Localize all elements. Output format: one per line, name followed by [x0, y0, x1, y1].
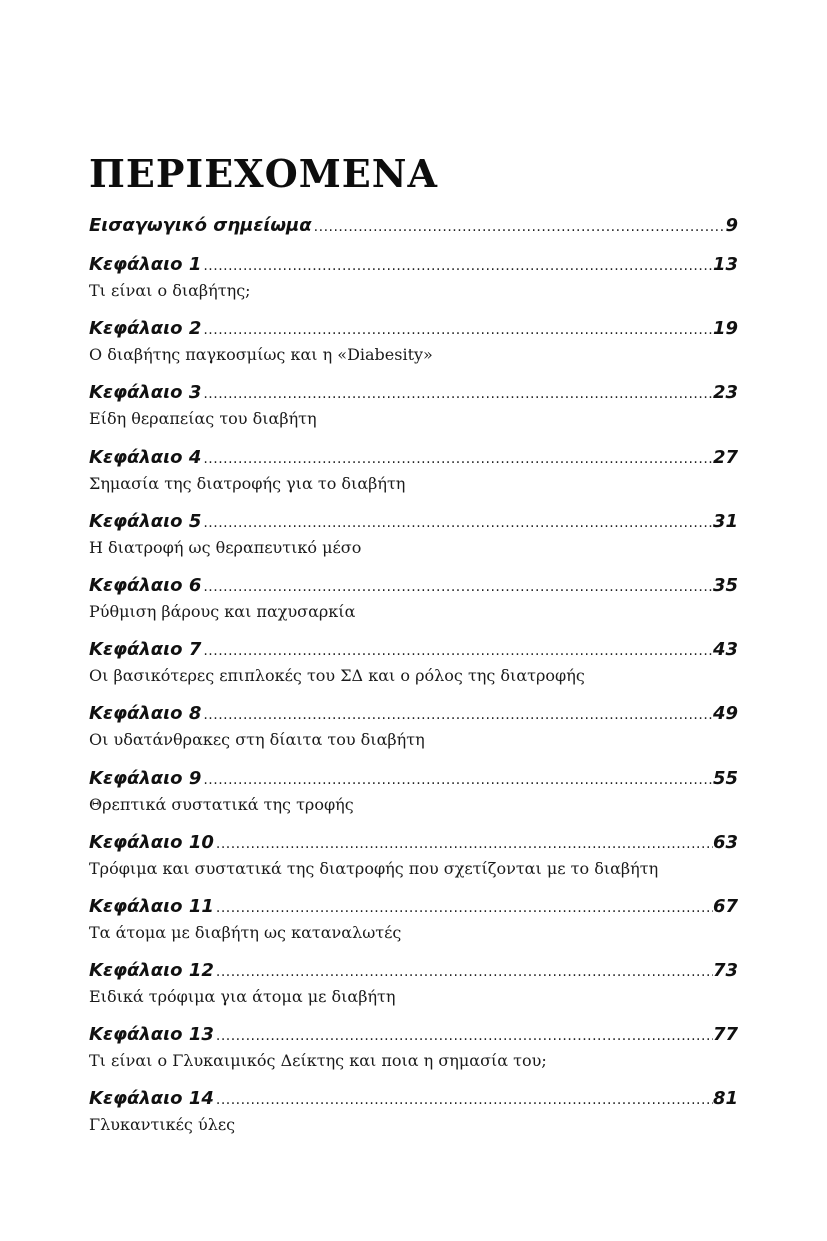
- chapter-subtitle: Οι βασικότερες επιπλοκές του ΣΔ και ο ρόλος της διατροφής: [89, 666, 585, 686]
- chapter-label: Κεφάλαιο 9: [89, 767, 202, 789]
- toc-line: [89, 702, 738, 727]
- toc-line: [89, 831, 738, 856]
- chapter-subtitle: Είδη θεραπείας του διαβήτη: [89, 409, 317, 429]
- toc-line: [89, 446, 738, 471]
- toc-entry-chapter-5[interactable]: [89, 510, 738, 574]
- toc-page-number: 13: [712, 254, 738, 275]
- toc-page-number: 73: [712, 960, 738, 982]
- toc-entry-chapter-10[interactable]: [89, 831, 738, 895]
- chapter-subtitle: Τι είναι ο διαβήτης;: [89, 281, 251, 300]
- dot-leader: [214, 896, 713, 920]
- toc-line: [89, 317, 738, 342]
- dot-leader: [201, 703, 713, 727]
- chapter-label: Κεφάλαιο 8: [89, 703, 202, 725]
- toc-page-number: 81: [712, 1088, 738, 1110]
- toc-page-number: 23: [712, 382, 738, 404]
- toc-line: [89, 638, 738, 663]
- toc-line: [89, 767, 738, 792]
- toc-page: [89, 150, 738, 1152]
- chapter-subtitle: Οι υδατάνθρακες στη δίαιτα του διαβήτη: [89, 730, 425, 750]
- toc-entry-chapter-4[interactable]: [89, 446, 738, 510]
- toc-entry-chapter-12[interactable]: [89, 959, 738, 1023]
- chapter-subtitle: Σημασία της διατροφής για το διαβήτη: [89, 473, 406, 493]
- chapter-label: Κεφάλαιο 5: [89, 510, 202, 532]
- chapter-label: Κεφάλαιο 1: [89, 254, 202, 275]
- chapter-label: Κεφάλαιο 10: [89, 831, 214, 853]
- toc-line: [89, 895, 738, 920]
- toc-entry-chapter-6[interactable]: [89, 574, 738, 638]
- toc-line: [89, 510, 738, 535]
- dot-leader: [201, 447, 713, 471]
- chapter-label: Κεφάλαιο 7: [89, 639, 202, 661]
- chapter-subtitle: Ειδικά τρόφιμα για άτομα με διαβήτη: [89, 987, 396, 1007]
- toc-entry-intro[interactable]: [89, 214, 738, 239]
- dot-leader: [201, 254, 713, 278]
- dot-leader: [214, 1024, 713, 1048]
- toc-page-number: 19: [712, 318, 738, 340]
- toc-entry-chapter-3[interactable]: [89, 381, 738, 445]
- chapter-label: Κεφάλαιο 14: [89, 1088, 214, 1110]
- toc-page-number: 35: [712, 574, 738, 596]
- toc-entry-chapter-9[interactable]: [89, 767, 738, 831]
- toc-line: [89, 381, 738, 406]
- chapter-label: Κεφάλαιο 6: [89, 574, 202, 596]
- toc-page-number: 55: [712, 767, 738, 789]
- dot-leader: [201, 382, 713, 406]
- toc-line: [89, 574, 738, 599]
- chapter-subtitle: Τρόφιμα και συστατικά της διατροφής που σχετίζονται με το διαβήτη: [89, 858, 659, 878]
- toc-entry-chapter-2[interactable]: [89, 317, 738, 381]
- toc-page-number: 49: [712, 703, 738, 725]
- chapter-subtitle: Η διατροφή ως θεραπευτικό μέσο: [89, 537, 362, 557]
- toc-line: [89, 214, 738, 239]
- toc-line: [89, 253, 738, 278]
- toc-entry-chapter-13[interactable]: [89, 1023, 738, 1087]
- toc-page-number: 31: [712, 510, 738, 532]
- toc-entry-chapter-1[interactable]: [89, 253, 738, 317]
- toc-list: [89, 214, 738, 1152]
- chapter-subtitle: Ο διαβήτης παγκοσμίως και η «Diabesity»: [89, 345, 433, 365]
- chapter-subtitle: Ρύθμιση βάρους και παχυσαρκία: [89, 601, 356, 621]
- toc-page-number: 43: [712, 639, 738, 661]
- dot-leader: [201, 639, 713, 663]
- toc-entry-chapter-8[interactable]: [89, 702, 738, 766]
- toc-line: [89, 1023, 738, 1048]
- dot-leader: [201, 768, 713, 792]
- chapter-label: Κεφάλαιο 11: [89, 895, 214, 917]
- chapter-subtitle: Γλυκαντικές ύλες: [89, 1115, 236, 1135]
- page-title: ΠΕΡΙΕΧΟΜΕΝΑ: [89, 151, 438, 196]
- chapter-subtitle: Τα άτομα με διαβήτη ως καταναλωτές: [89, 922, 402, 942]
- chapter-label: Κεφάλαιο 12: [89, 960, 214, 982]
- chapter-label: Κεφάλαιο 13: [89, 1024, 214, 1046]
- toc-page-number: 27: [712, 446, 738, 468]
- dot-leader: [214, 832, 713, 856]
- toc-entry-chapter-11[interactable]: [89, 895, 738, 959]
- toc-page-number: 67: [712, 895, 738, 917]
- chapter-subtitle: Τι είναι ο Γλυκαιμικός Δείκτης και ποια η σημασία του;: [89, 1051, 547, 1071]
- toc-entry-chapter-7[interactable]: [89, 638, 738, 702]
- dot-leader: [312, 215, 726, 239]
- toc-line: [89, 1087, 738, 1112]
- dot-leader: [214, 960, 713, 984]
- chapter-label: Κεφάλαιο 3: [89, 382, 202, 404]
- toc-page-number: 9: [725, 215, 738, 236]
- toc-entry-label: Εισαγωγικό σημείωμα: [89, 215, 312, 236]
- toc-entry-chapter-14[interactable]: [89, 1087, 738, 1151]
- chapter-label: Κεφάλαιο 2: [89, 318, 202, 340]
- dot-leader: [201, 318, 713, 342]
- chapter-label: Κεφάλαιο 4: [89, 446, 202, 468]
- toc-page-number: 77: [712, 1024, 738, 1046]
- chapter-subtitle: Θρεπτικά συστατικά της τροφής: [89, 794, 354, 814]
- dot-leader: [214, 1088, 713, 1112]
- dot-leader: [201, 511, 713, 535]
- toc-line: [89, 959, 738, 984]
- toc-page-number: 63: [712, 831, 738, 853]
- dot-leader: [201, 575, 713, 599]
